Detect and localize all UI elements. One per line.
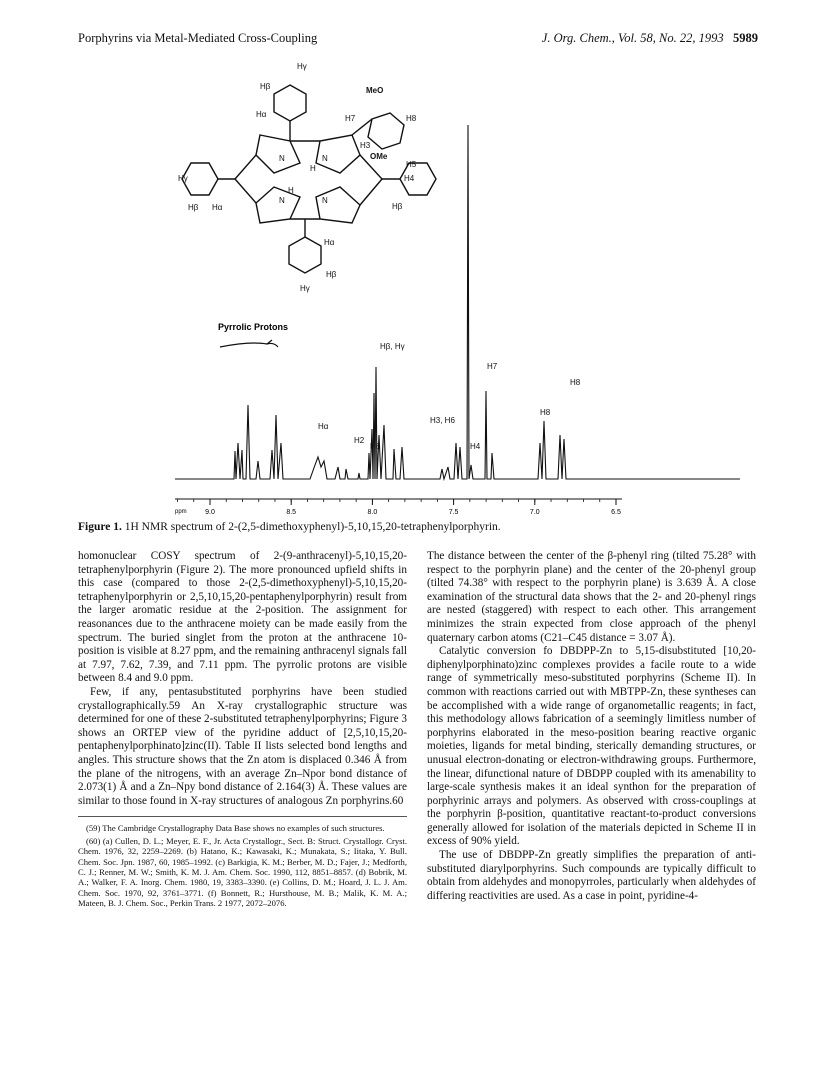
label-h5: H5 bbox=[406, 160, 417, 169]
right-paragraph-1: The distance between the center of the β-phenyl ring (tilted 75.28° with respect to the porphyrin plane) and the center of the 20-phenyl group (tilted 74.38° with respect to the porphyrin plane) is 3.639 Å. A close examination of the structural data shows that the 2- and 20-phenyl rings are nested (staggered) with respect to each other. This arrangement minimizes the strain expected from close approach of the phenyl quaternary carbon atoms (C21–C45 distance = 3.07 Å). bbox=[427, 550, 756, 644]
caption-text: 1H NMR spectrum of 2-(2,5-dimethoxyphenyl)-5,10,15,20-tetraphenylporphyrin. bbox=[124, 521, 501, 533]
pyrrole-bottom-right bbox=[316, 187, 360, 223]
axis-ticks bbox=[178, 499, 621, 516]
bottom-phenyl-ring bbox=[289, 237, 321, 273]
label-h-alpha-top: Hα bbox=[256, 110, 267, 119]
label-h-gamma-top: Hγ bbox=[297, 62, 307, 71]
left-paragraph-2: Few, if any, pentasubstituted porphyrins have been studied crystallographically.59 An X-ray crystallographic structure was determined for one of these 2-substituted tetraphenylporphyrins; Figure 3 shows an ORTEP view of the pyridine adduct of [2,5,10,15,20-pentaphenylporphinato]zinc(II). Table II lists selected bond lengths and angles. This structure shows that the Zn atom is displaced 0.346 Å from the plane of the nitrogens, with an average Zn–Npor bond distance of 2.073(1) Å and a Zn–Npy bond distance of 2.164(3) Å. These values are similar to those found in X-ray structures of analogous Zn porphyrins.60 bbox=[78, 685, 407, 807]
label-n-2: N bbox=[322, 154, 328, 163]
peak-label-h8: H8 bbox=[570, 378, 581, 387]
label-h-alpha-left: Hα bbox=[212, 203, 223, 212]
label-h3: H3 bbox=[360, 141, 371, 150]
right-column bbox=[427, 550, 756, 903]
axis-tick-label: 7.0 bbox=[529, 509, 540, 516]
label-ome: OMe bbox=[370, 152, 388, 161]
peak-label-h3-h6: H3, H6 bbox=[430, 416, 455, 425]
label-h-beta-top: Hβ bbox=[260, 82, 271, 91]
dimethoxyphenyl-ring bbox=[368, 113, 404, 149]
peak-label-h2: H2 bbox=[354, 436, 365, 445]
label-h8: H8 bbox=[406, 114, 417, 123]
axis-tick-label: 7.5 bbox=[448, 509, 459, 516]
label-h-gamma-bottom: Hγ bbox=[300, 284, 310, 293]
label-h7: H7 bbox=[345, 114, 356, 123]
label-nh-1: H bbox=[310, 164, 316, 173]
spectrum-trace bbox=[175, 125, 740, 479]
figure-caption bbox=[78, 521, 768, 533]
label-h-alpha-bottom: Hα bbox=[324, 238, 335, 247]
right-paragraph-3: The use of DBDPP-Zn greatly simplifies the preparation of anti-substituted diarylporphyrins. Such compounds are typically difficult to obtain from aldehydes and monopyrroles, particularly when aldehydes of differing reactivities are used. As a case in point, pyridine-4- bbox=[427, 849, 756, 902]
peak-label-h4: H4 bbox=[470, 442, 481, 451]
axis-tick-label: 9.0 bbox=[205, 509, 215, 516]
peak-label-ha: Hα bbox=[318, 422, 329, 431]
journal-citation: J. Org. Chem., Vol. 58, No. 22, 1993 bbox=[541, 31, 724, 45]
caption-label: Figure 1. bbox=[78, 521, 122, 533]
peak-label-h7: H7 bbox=[487, 362, 498, 371]
footnote-59: (59) The Cambridge Crystallography Data Base shows no examples of such structures. bbox=[86, 823, 385, 834]
label-h4: H4 bbox=[404, 174, 415, 183]
label-n-3: N bbox=[279, 196, 285, 205]
running-title: Porphyrins via Metal-Mediated Cross-Coupling bbox=[78, 31, 318, 45]
axis-tick-label: 6.5 bbox=[611, 509, 621, 516]
peak-label-hx: H8 bbox=[540, 408, 551, 417]
footnote-60: (60) (a) Cullen, D. L.; Meyer, E. F., Jr. Acta Crystallogr., Sect. B: Struct. Crystallogr. Cryst. Chem. 1976, 32, 2259–2269. (b) Hatano, K.; Kawasaki, K.; Munakata, S.; Iitaka, Y. Bull. Chem. Soc. Jpn. 1987, 60, 1985–1992. (c) Barkigia, K. M.; Berber, M. D.; Fajer, J.; Medforth, C. J.; Renner, M. W.; Smith, K. M. J. Am. Chem. Soc. 1990, 112, 8851–8857. (d) Bobrik, M. A.; Walker, F. A. Inorg. Chem. 1980, 19, 3383–3390. (e) Collins, D. M.; Hoard, J. L. J. Am. Chem. Soc. 1970, 92, 3761–3771. (f) Bonnett, R.; Hursthouse, M. B.; Malik, K. M. A.; Mateen, B. J. Chem. Soc., Perkin Trans. 2 1977, 2072–2076. bbox=[78, 835, 407, 909]
peak-label-hb-hg: Hβ, Hγ bbox=[380, 342, 405, 351]
page-number: 5989 bbox=[733, 31, 758, 45]
peak-labels bbox=[318, 342, 581, 451]
porphyrin-structure bbox=[182, 85, 436, 273]
axis-unit-label: ppm bbox=[175, 509, 187, 515]
label-h-beta-right: Hβ bbox=[392, 202, 403, 211]
label-nh-2: H bbox=[288, 186, 294, 195]
label-n-1: N bbox=[279, 154, 285, 163]
left-column bbox=[78, 550, 407, 911]
label-h-beta-bottom: Hβ bbox=[326, 270, 337, 279]
top-phenyl-ring bbox=[274, 85, 306, 121]
right-paragraph-2: Catalytic conversion fo DBDPP-Zn to 5,15-disubstituted [10,20-diphenylporphinato)zinc complexes provides a facile route to a wide range of symmetrically meso-substituted porphyrins (Scheme II). In common with reactions carried out with MBTPP-Zn, these syntheses can be accomplished with a wide range of organometallic reagents; in fact, this methodology allows fabrication of a seemingly limitless number of porphyrins elaborated in the meso-position bearing reactive organic moieties, ligands for metal binding, sterically demanding structures, or unusual electron-donating or electron-withdrawing groups. Furthermore, the linear, difunctional nature of DBDPP coupled with its amenability to large-scale synthesis makes it an ideal synthon for the preparation of porphyrinic arrays and polymers. As observed with cross-couplings at the porphyrin β-position, quantitative reactant-to-product conversions generally allowed for isolation of the materials depicted in Scheme II in excess of 90% yield. bbox=[427, 645, 756, 848]
journal-header bbox=[542, 31, 758, 46]
label-h-gamma-left: Hγ bbox=[178, 174, 188, 183]
pyrrolic-protons-label: Pyrrolic Protons bbox=[218, 322, 289, 332]
label-n-4: N bbox=[322, 196, 328, 205]
axis-tick-label: 8.5 bbox=[286, 509, 297, 516]
pyrrolic-bracket bbox=[220, 340, 278, 347]
nmr-figure bbox=[60, 55, 780, 525]
left-paragraph-1: homonuclear COSY spectrum of 2-(9-anthracenyl)-5,10,15,20-tetraphenylporphyrin (Figure 2). The more pronounced upfield shifts in this case (compared to those 2-(2,5-dimethoxyphenyl)-5,10,15,20-tetraphenylporphyrin or 2,5,10,15,20-pentaphenylporphyrin) result from the larger aromatic residue at the 2-position. The assignment for reasonances due to the anthracene moiety can be made easily from the spectrum. The buried singlet from the proton at the anthracene 10-position is visible at 8.27 ppm, and the remaining anthracenyl signals fall at 7.97, 7.62, 7.39, and 7.11 ppm. The pyrrolic protons are visible between 8.4 and 9.0 ppm. bbox=[78, 550, 407, 685]
peak-label-h6: H6 bbox=[370, 442, 381, 451]
label-h-beta-left: Hβ bbox=[188, 203, 199, 212]
axis-tick-label: 8.0 bbox=[367, 509, 378, 516]
footnotes bbox=[78, 816, 407, 908]
label-meo: MeO bbox=[366, 86, 384, 95]
